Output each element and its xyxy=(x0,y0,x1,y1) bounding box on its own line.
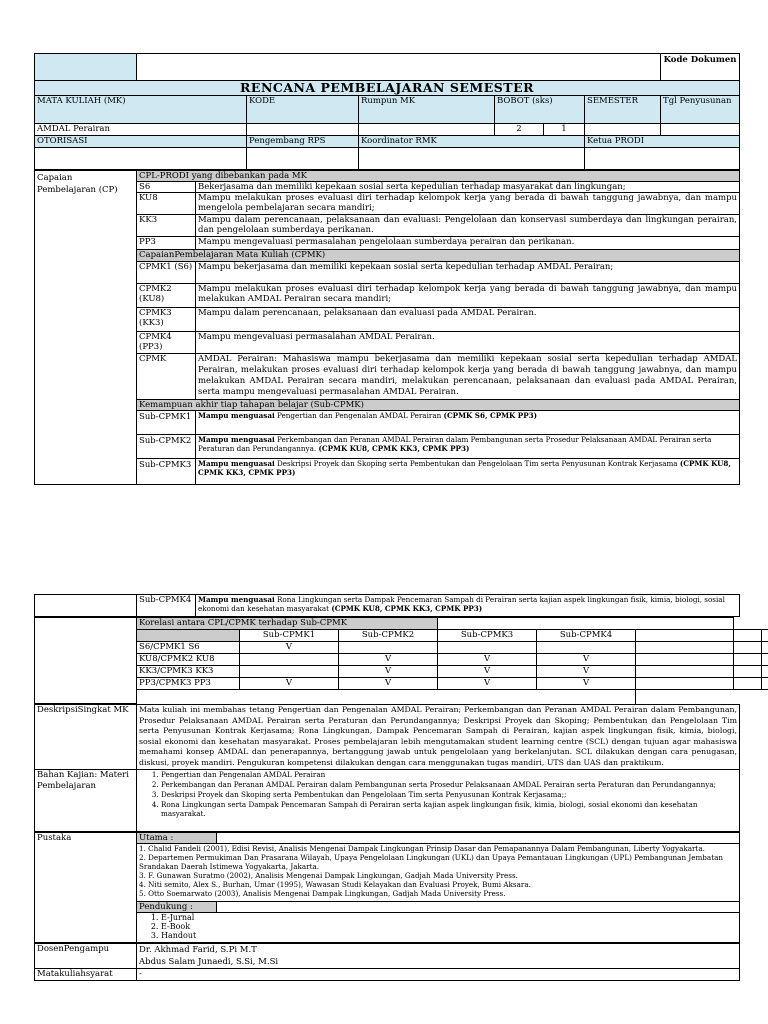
bahan-kajian-content xyxy=(137,770,740,832)
korelasi-mark: V xyxy=(339,666,438,678)
korelasi-col-header: Sub-CPMK1 xyxy=(240,630,339,642)
ketua-prodi-sign xyxy=(585,148,740,170)
korelasi-row-label: KK3/CPMK3 KK3 xyxy=(137,666,240,678)
cpmk-code: CPMK2 (KU8) xyxy=(137,284,196,308)
korelasi-mark xyxy=(339,642,438,654)
korelasi-mark xyxy=(240,666,339,678)
pendukung-item: 2. E-Book xyxy=(161,922,737,931)
subcpmk-header: Kemampuan akhir tiap tahapan belajar (Sub-CPMK) xyxy=(137,400,740,411)
bahan-kajian-list xyxy=(139,770,737,818)
subcpmk-code: Sub-CPMK1 xyxy=(137,411,196,435)
subcpmk-text: Perkembangan dan Peranan AMDAL Perairan dalam Pembangunan serta Prosedur Pelaksanaan AMDAL Perairan serta Peraturan dan Perundangannya. xyxy=(198,435,712,453)
korelasi-header-pad xyxy=(438,618,734,630)
korelasi-extra xyxy=(762,678,768,690)
mk-header: MATA KULIAH (MK) xyxy=(35,96,247,124)
page-title: RENCANA PEMBELAJARAN SEMESTER xyxy=(35,81,740,96)
korelasi-table xyxy=(34,617,768,704)
cpl-code: KU8 xyxy=(137,193,196,215)
korelasi-mark: V xyxy=(438,678,537,690)
korelasi-extra xyxy=(762,666,768,678)
rps-page-1 xyxy=(0,53,768,485)
subcpmk-desc xyxy=(196,411,740,435)
subcpmk-code: Sub-CPMK4 xyxy=(137,595,196,617)
korelasi-spacer-right xyxy=(636,690,768,704)
rps-page-2 xyxy=(0,594,768,981)
utama-item: 5. Otto Soemarwato (2003), Analisis Mengenai Dampak Lingkungan, Gadjah Mada University Press. xyxy=(139,889,506,898)
korelasi-mark: V xyxy=(438,654,537,666)
subcpmk-lead: Mampu menguasai xyxy=(198,459,275,468)
pendukung-content xyxy=(137,913,740,943)
mk-name: AMDAL Perairan xyxy=(35,124,247,136)
pustaka-table xyxy=(34,832,740,943)
korelasi-mark xyxy=(537,642,636,654)
tgl-header: Tgl Penyusunan xyxy=(661,96,740,124)
korelasi-spacer xyxy=(137,690,636,704)
cpl-text: Mampu mengevaluasi permasalahan pengelolaan sumberdaya perairan dan perikanan. xyxy=(196,237,740,250)
header-blank-center xyxy=(137,54,661,81)
subcpmk-text: Rona Lingkungan serta Dampak Pencemaran Sampah di Perairan serta kajian aspek lingkungan fisik, kimia, biologi, sosial ekonomi dan kesehatan masyarakat xyxy=(198,595,725,613)
cpl-text: Bekerjasama dan memiliki kepekaan sosial serta kepedulian terhadap masyarakat dan lingkungan; xyxy=(196,182,740,193)
cpl-header: CPL-PRODI yang dibebankan pada MK xyxy=(137,171,740,182)
dosen-name: Dr. Akhmad Farid, S.Pi M.T xyxy=(139,945,257,955)
bobot-header: BOBOT (sks) xyxy=(495,96,585,124)
korelasi-extra xyxy=(734,666,762,678)
korelasi-mark xyxy=(240,654,339,666)
info-table xyxy=(34,704,740,832)
subcpmk-desc xyxy=(196,595,740,617)
subcpmk-ref: (CPMK S6, CPMK PP3) xyxy=(443,411,538,420)
cpl-text: Mampu dalam perencanaan, pelaksanaan dan evaluasi: Pengelolaan dan konservasi sumberdaya dan lingkungan perairan, dan pengelolaan sumberdaya perikanan. xyxy=(196,215,740,237)
capaian-label: Capaian Pembelajaran (CP) xyxy=(35,171,137,485)
korelasi-mark: V xyxy=(537,654,636,666)
korelasi-extra xyxy=(762,630,768,642)
korelasi-mark: V xyxy=(339,654,438,666)
korelasi-corner xyxy=(137,630,240,642)
korelasi-mark: V xyxy=(339,678,438,690)
ketua-prodi-label: Ketua PRODI xyxy=(585,136,740,148)
pengembang-rps-sign xyxy=(247,148,359,170)
utama-item: 4. Niti semito, Alex S., Burhan, Umar (1995), Wawasan Studi Kelayakan dan Evaluasi Proyek, Bumi Aksara. xyxy=(139,880,531,889)
rps-header-table xyxy=(34,53,740,170)
bahan-kajian-item: 3. Deskripsi Proyek dan Skoping serta Pembentukan dan Pengelolaan Tim serta Penyusunan Kontrak Kerjasama;; xyxy=(161,790,737,799)
cpmk-header: CapaianPembelajaran Mata Kuliah (CPMK) xyxy=(137,250,740,262)
korelasi-extra xyxy=(734,678,762,690)
page2-left-blank xyxy=(35,595,137,617)
dosen-table xyxy=(34,943,740,981)
korelasi-col-header: Sub-CPMK3 xyxy=(438,630,537,642)
korelasi-extra xyxy=(734,630,762,642)
bahan-kajian-item: 2. Perkembangan dan Peranan AMDAL Perairan dalam Pembangunan serta Prosedur Pelaksanaan AMDAL Perairan serta Peraturan dan Perundangannya; xyxy=(161,780,737,789)
cpmk-code: CPMK3 (KK3) xyxy=(137,308,196,332)
cpl-code: KK3 xyxy=(137,215,196,237)
page2-table xyxy=(34,594,740,617)
cpmk-code: CPMK4 (PP3) xyxy=(137,332,196,354)
korelasi-left-blank xyxy=(35,618,137,704)
pendukung-list xyxy=(139,913,737,940)
korelasi-extra xyxy=(636,642,734,654)
pengembang-rps-label: Pengembang RPS xyxy=(247,136,359,148)
subcpmk-code: Sub-CPMK3 xyxy=(137,459,196,485)
tgl-value xyxy=(661,124,740,136)
cpl-code: PP3 xyxy=(137,237,196,250)
utama-label: Utama : xyxy=(137,833,217,844)
sks-value-1: 2 xyxy=(495,124,544,136)
subcpmk-ref: (CPMK KU8, CPMK KK3, CPMK PP3) xyxy=(331,604,483,613)
korelasi-extra xyxy=(734,642,762,654)
subcpmk-text: Deskripsi Proyek dan Skoping serta Pembentukan dan Pengelolaan Tim serta Penyusunan Kontrak Kerjasama xyxy=(277,459,678,468)
rumpun-header: Rumpun MK xyxy=(359,96,495,124)
korelasi-mark: V xyxy=(240,678,339,690)
utama-item: 3. F. Gunawan Suratmo (2002), Analisis Mengenai Dampak Lingkungan, Gadjah Mada University Press. xyxy=(139,871,518,880)
subcpmk-desc xyxy=(196,459,740,485)
bahan-kajian-label: Bahan Kajian: Materi Pembelajaran xyxy=(35,770,137,832)
korelasi-mark: V xyxy=(438,666,537,678)
semester-header: SEMESTER xyxy=(585,96,661,124)
pendukung-label: Pendukung : xyxy=(137,902,217,913)
capaian-table xyxy=(34,170,740,485)
deskripsi-label: DeskripsiSingkat MK xyxy=(35,705,137,770)
subcpmk-lead: Mampu menguasai xyxy=(198,411,275,420)
mk-rumpun-value xyxy=(359,124,495,136)
semester-value xyxy=(585,124,661,136)
subcpmk-desc xyxy=(196,435,740,459)
cpl-text: Mampu melakukan proses evaluasi diri terhadap kelompok kerja yang berada di bawah tanggung jawabnya, dan mampu mengelola pembelajaran secara mandiri; xyxy=(196,193,740,215)
korelasi-right-pad xyxy=(734,618,768,630)
korelasi-mark: V xyxy=(537,666,636,678)
kode-dokumen-label: Kode Dokumen xyxy=(661,54,740,81)
subcpmk-lead: Mampu menguasai xyxy=(198,595,275,604)
cpmk-summary-text: AMDAL Perairan: Mahasiswa mampu bekerjasama dan memiliki kepekaan sosial serta kepedulian terhadap AMDAL Perairan, melakukan proses evaluasi diri terhadap kelompok kerja yang berada di bawah tanggung jawabnya, dan mampu melakukan AMDAL Perairan secara mandiri, melakukan perencanaan, pelaksanaan dan evaluasi pada AMDAL Perairan, serta mampu mengevaluasi permasalahan AMDAL Perairan. xyxy=(196,354,740,400)
subcpmk-code: Sub-CPMK2 xyxy=(137,435,196,459)
koordinator-rmk-sign xyxy=(359,148,585,170)
korelasi-extra xyxy=(762,642,768,654)
korelasi-extra xyxy=(762,654,768,666)
utama-pad xyxy=(217,833,740,844)
korelasi-extra xyxy=(636,678,734,690)
utama-list xyxy=(137,844,740,902)
korelasi-mark xyxy=(438,642,537,654)
cpmk-text: Mampu melakukan proses evaluasi diri terhadap kelompok kerja yang berada di bawah tanggung jawabnya, dan mampu melakukan AMDAL Perairan secara mandiri; xyxy=(196,284,740,308)
header-blank-left xyxy=(35,54,137,81)
syarat-label: Matakuliahsyarat xyxy=(35,969,137,981)
bahan-kajian-item: 4. Rona Lingkungan serta Dampak Pencemaran Sampah di Perairan serta kajian aspek lingkungan fisik, kimia, biologi, sosial ekonomi dan kesehatan masyarakat. xyxy=(161,800,737,818)
cpmk-text: Mampu mengevaluasi permasalahan AMDAL Perairan. xyxy=(196,332,740,354)
korelasi-row-label: S6/CPMK1 S6 xyxy=(137,642,240,654)
otorisasi-blank xyxy=(35,148,247,170)
koordinator-rmk-label: Koordinator RMK xyxy=(359,136,585,148)
pendukung-pad xyxy=(217,902,740,913)
dosen-label: DosenPengampu xyxy=(35,944,137,969)
kode-header: KODE xyxy=(247,96,359,124)
utama-item: 2. Departemen Permukiman Dan Prasarana Wilayah, Upaya Pengelolaan Lingkungan (UKL) dan Upaya Pemantauan Lingkungan (UPL) Pembangunan Jembatan Srandakan Daerah Istimewa Yogyakarta, Jakarta. xyxy=(139,853,723,871)
otorisasi-label: OTORISASI xyxy=(35,136,247,148)
pendukung-item: 3. Handout xyxy=(161,931,737,940)
korelasi-mark: V xyxy=(537,678,636,690)
syarat-value: - xyxy=(137,969,740,981)
dosen-list xyxy=(137,944,740,969)
subcpmk-ref: (CPMK KU8, CPMK KK3, CPMK PP3) xyxy=(318,444,470,453)
subcpmk-lead: Mampu menguasai xyxy=(198,435,275,444)
cpmk-text: Mampu bekerjasama dan memiliki kepekaan sosial serta kepedulian terhadap AMDAL Perairan; xyxy=(196,262,740,284)
korelasi-row-label: KU8/CPMK2 KU8 xyxy=(137,654,240,666)
pendukung-item: 1. E-Jurnal xyxy=(161,913,737,922)
subcpmk-ref: (CPMK KU8, CPMK KK3, CPMK PP3) xyxy=(198,459,731,477)
korelasi-header: Korelasi antara CPL/CPMK terhadap Sub-CPMK xyxy=(137,618,438,630)
korelasi-col-header: Sub-CPMK2 xyxy=(339,630,438,642)
mk-kode-value xyxy=(247,124,359,136)
cpmk-code: CPMK xyxy=(137,354,196,400)
cpl-code: S6 xyxy=(137,182,196,193)
dosen-name: Abdus Salam Junaedi, S.Si, M.Si xyxy=(139,957,279,967)
utama-item: 1. Chalid Fandeli (2001), Edisi Revisi, Analisis Mengenai Dampak Lingkungan Prinsip Dasar dan Pemapanannya Dalam Pembangunan, Liberty Yogyakarta. xyxy=(139,844,705,853)
cpmk-text: Mampu dalam perencanaan, pelaksanaan dan evaluasi pada AMDAL Perairan. xyxy=(196,308,740,332)
deskripsi-text: Mata kuliah ini membahas tetang Pengertian dan Pengenalan AMDAL Perairan; Perkembangan dan Peranan AMDAL Perairan dalam Pembangunan, Prosedur Pelaksanaan AMDAL Perairan serta Peraturan dan Perundangannya; Deskripsi Proyek dan Skoping; Pembentukan dan Pengelolaan Tim serta Penyusunan Kontrak Kerjasama; Rona Lingkungan, Dampak Pencemaran Sampah di Perairan, kajian aspek lingkungan fisik, kimia, biologi, sosial ekonomi dan kesehatan masyarakat. Proses pembelajaran lebih mengutamakan student learning centre (SCL) dengan tujuan agar mahasiswa memahami konsep AMDAL dan penerapannya, bertanggung jawab untuk pengelolaan yang berkelanjutan. SCL dilakukan dengan cara penugasan, diskusi, proyek mandiri. Pengukuran kompetensi dilakukan dengan cara menggunakan tugas mandiri, UTS dan UAS dan praktikum. xyxy=(137,705,740,770)
cpmk-code: CPMK1 (S6) xyxy=(137,262,196,284)
korelasi-col-header: Sub-CPMK4 xyxy=(537,630,636,642)
subcpmk-text: Pengertian dan Pengenalan AMDAL Perairan xyxy=(277,411,442,420)
korelasi-mark: V xyxy=(240,642,339,654)
pustaka-label: Pustaka xyxy=(35,833,137,943)
sks-value-2: 1 xyxy=(544,124,585,136)
korelasi-extra xyxy=(636,630,734,642)
korelasi-row-label: PP3/CPMK3 PP3 xyxy=(137,678,240,690)
bahan-kajian-item: 1. Pengertian dan Pengenalan AMDAL Perairan xyxy=(161,770,737,779)
korelasi-extra xyxy=(636,654,734,666)
korelasi-extra xyxy=(636,666,734,678)
korelasi-extra xyxy=(734,654,762,666)
